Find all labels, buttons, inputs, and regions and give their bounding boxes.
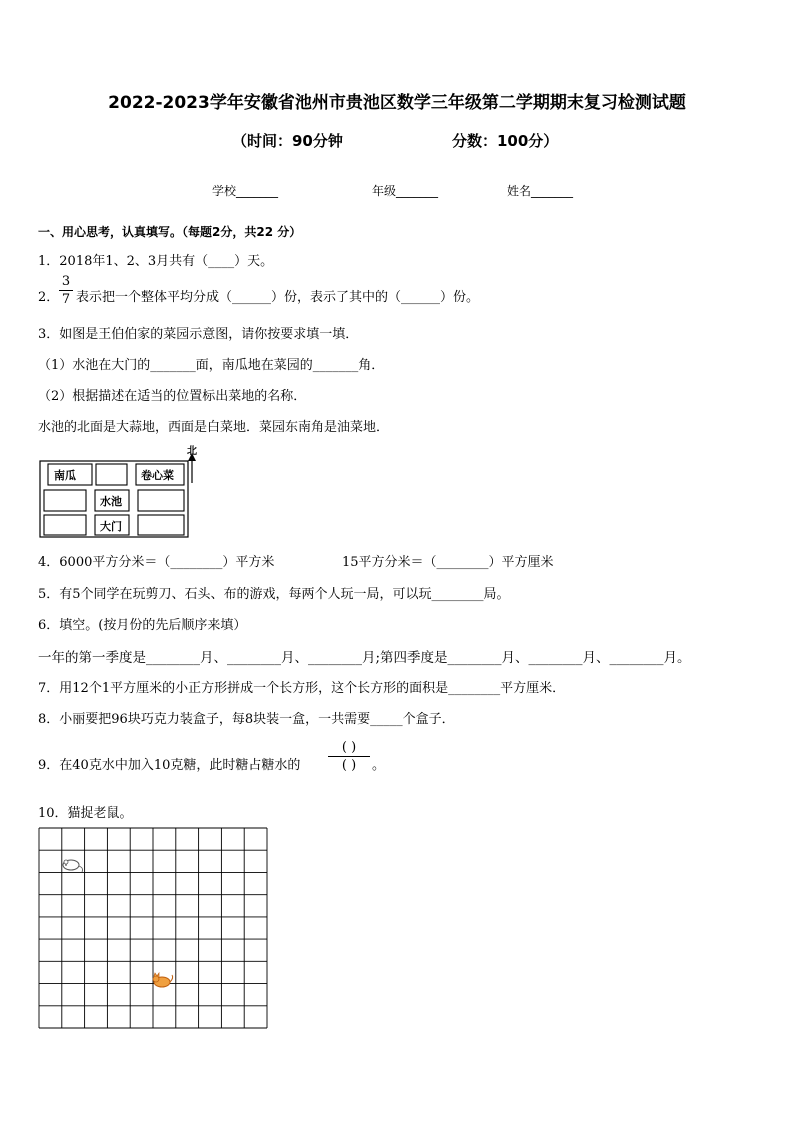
map-plot-east [138,490,184,511]
name-field: 姓名_______ [507,184,574,198]
question-8: 8．小丽要把96块巧克力装盒子，每8块装一盒，一共需要_____个盒子． [38,712,455,727]
page-title: 2022-2023学年安徽省池州市贵池区数学三年级第二学期期末复习检测试题 [108,93,686,113]
exam-time: （时间：90分钟 [232,132,343,150]
question-1: 1．2018年1、2、3月共有（____）天。 [38,254,274,269]
map-label-gate: 大门 [100,520,122,533]
question-7: 7．用12个1平方厘米的小正方形拼成一个长方形，这个长方形的面积是________平方厘米． [38,681,566,696]
question-2: 表示把一个整体平均分成（______）份，表示了其中的（______）份。 [76,290,480,305]
school-field: 学校_______ [212,184,279,198]
question-3-part-1: （1）水池在大门的_______面，南瓜地在菜园的_______角． [38,358,385,373]
fraction-blank [326,740,372,773]
fraction-blank-denominator: ( ) [341,758,357,773]
question-4-b: 15平方分米＝（________）平方厘米 [342,555,554,570]
question-10: 10．猫捉老鼠。 [38,806,133,821]
question-6: 6．填空。(按月份的先后顺序来填） [38,618,247,633]
question-9-end: 。 [372,758,386,773]
grade-field: 年级_______ [372,184,439,198]
question-2-prefix: 2． [38,290,60,305]
map-plot-north-middle [96,464,127,485]
question-3-description: 水池的北面是大蒜地，西面是白菜地．菜园东南角是油菜地． [38,420,390,435]
question-3-part-2: （2）根据描述在适当的位置标出菜地的名称． [38,389,307,404]
map-plot-southwest [44,515,86,535]
fraction-numerator: 3 [61,274,71,289]
map-label-north: 北 [187,446,197,457]
fraction-3-7 [58,274,74,307]
cat-mouse-grid [38,827,270,1031]
question-5: 5．有5个同学在玩剪刀、石头、布的游戏，每两个人玩一局，可以玩________局。 [38,587,510,602]
section-heading: 一、用心思考，认真填写。（每题2分，共22 分） [38,225,302,239]
fraction-denominator: 7 [61,292,71,307]
fraction-bar [59,290,73,291]
question-3: 3．如图是王伯伯家的菜园示意图，请你按要求填一填． [38,327,359,342]
map-label-cabbage: 卷心菜 [141,469,174,482]
map-label-pool: 水池 [100,495,122,508]
map-label-pumpkin: 南瓜 [54,469,76,482]
fraction-blank-numerator: ( ) [341,740,357,755]
fraction-blank-bar [328,756,370,757]
question-9: 9．在40克水中加入10克糖，此时糖占糖水的 [38,758,301,773]
map-plot-southeast [138,515,184,535]
cat-icon [153,973,173,987]
exam-score: 分数：100分） [452,132,559,150]
question-6-line: 一年的第一季度是________月、________月、________月;第四季度是________月、________月、________月。 [38,650,691,666]
garden-map [38,443,203,541]
question-4-a: 4．6000平方分米＝（________）平方米 [38,555,275,570]
map-plot-west [44,490,86,511]
mouse-icon [63,860,83,872]
